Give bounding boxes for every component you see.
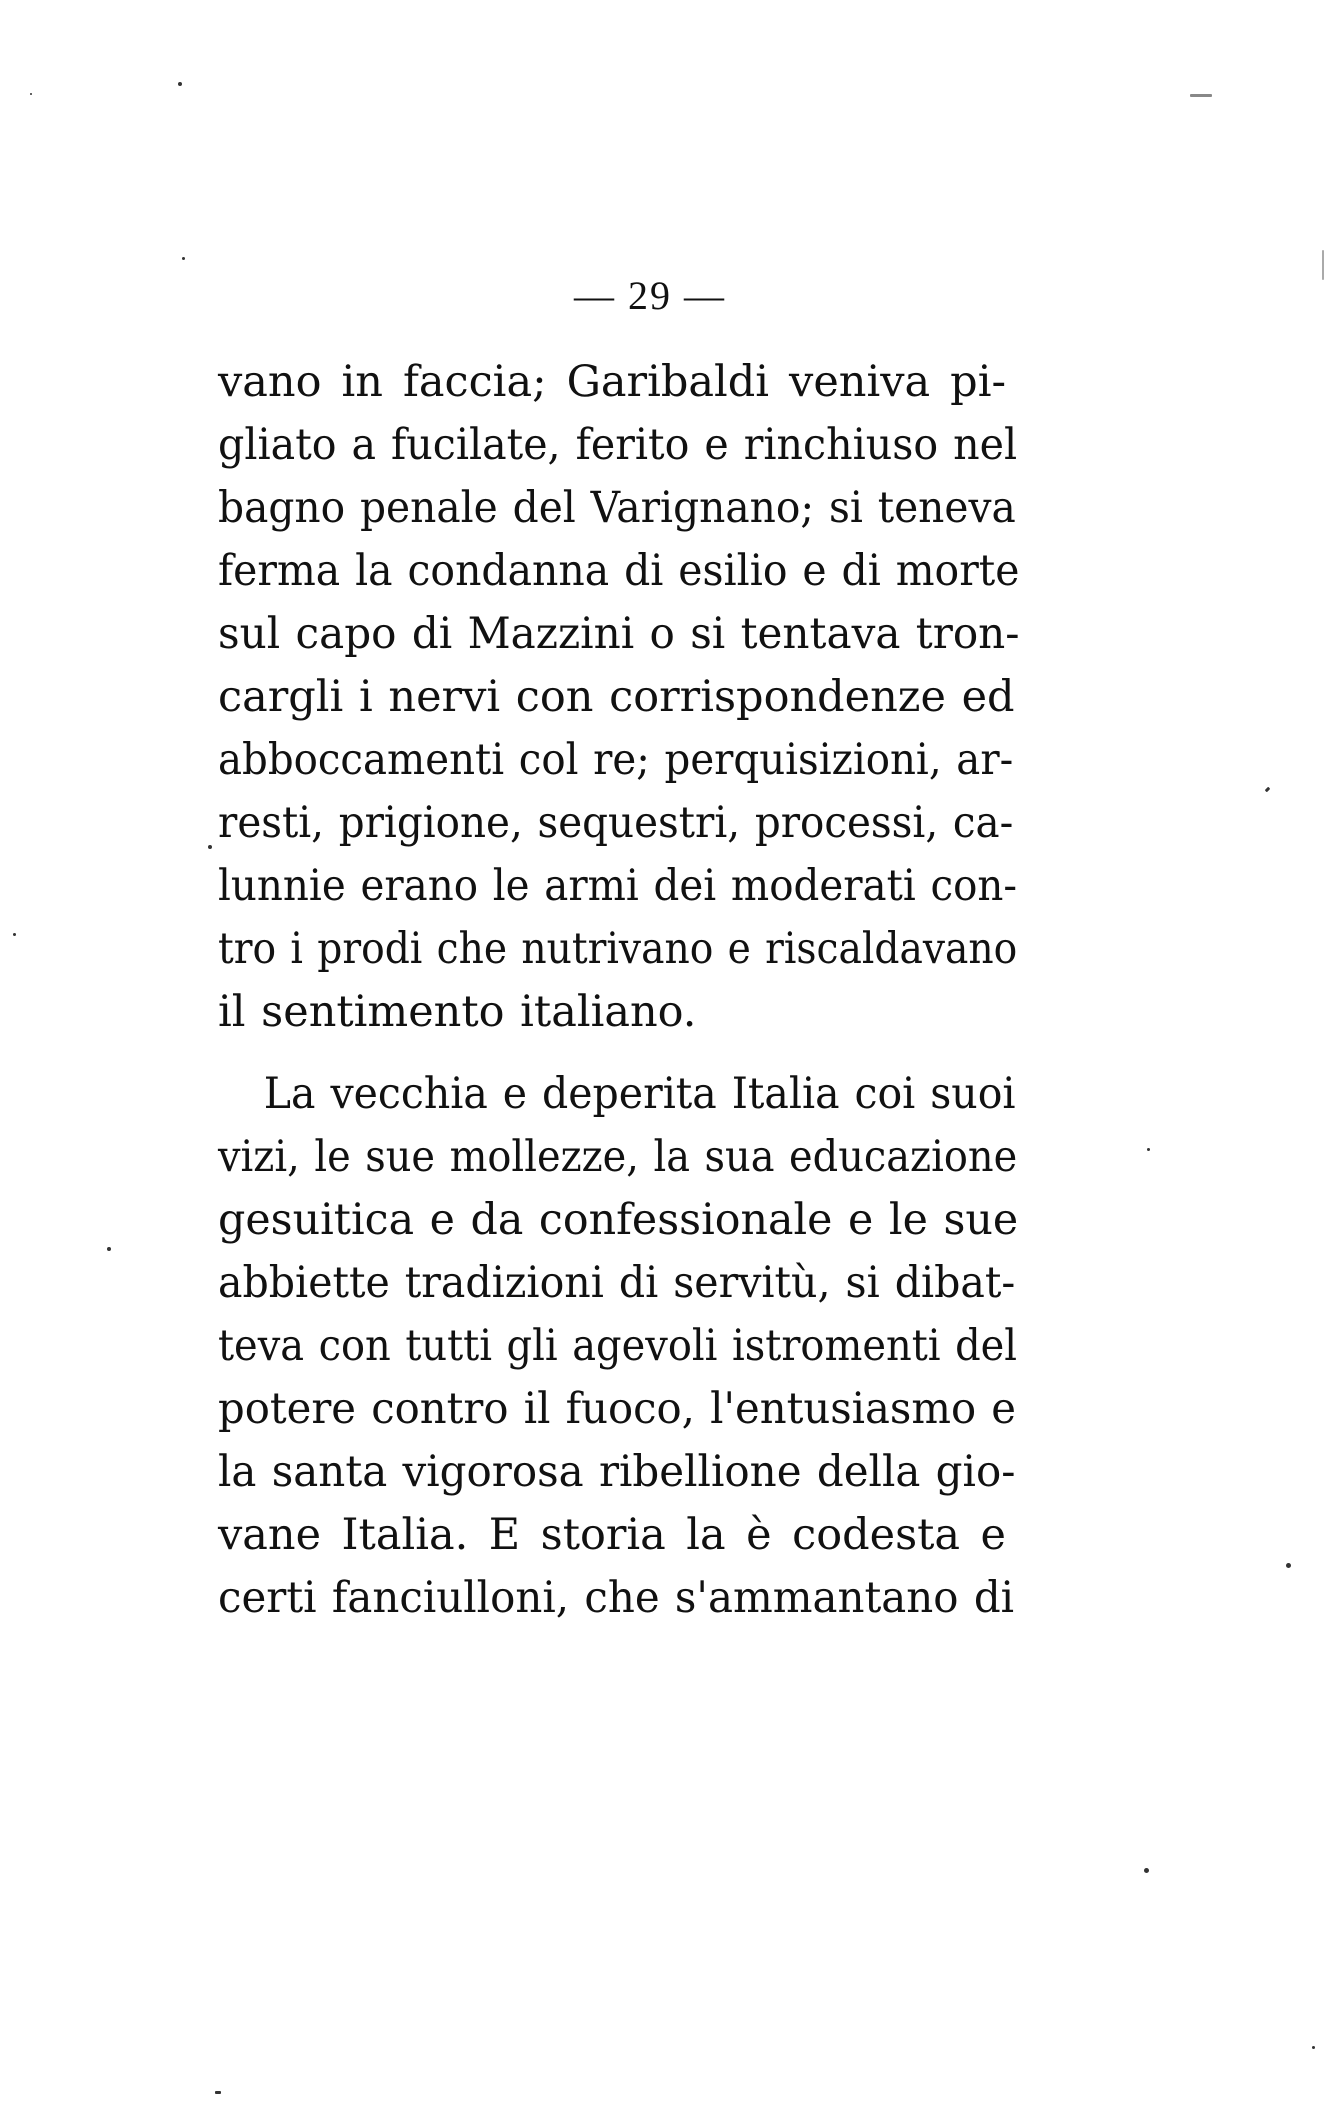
scan-speck [107, 1247, 111, 1251]
page-number-text: — 29 — [574, 273, 726, 318]
text-line: sul capo di Mazzini o si tentava tron- [218, 609, 1020, 659]
text-line: abboccamenti col re; perquisizioni, ar- [218, 735, 1014, 785]
scan-speck [208, 845, 212, 849]
scan-speck [178, 82, 182, 86]
body-text [218, 351, 1020, 1630]
text-line: abbiette tradizioni di servitù, si dibat- [218, 1258, 1016, 1308]
text-line: La vecchia e deperita Italia coi suoi [263, 1069, 1016, 1119]
scan-speck [13, 933, 16, 936]
text-line: la santa vigorosa ribellione della gio- [218, 1447, 1016, 1497]
scan-speck [30, 93, 32, 95]
text-line: vane Italia. E storia la è codesta e [218, 1510, 1006, 1560]
text-line: potere contro il fuoco, l'entusiasmo e [218, 1384, 1017, 1434]
page-number [0, 272, 1344, 319]
text-line: resti, prigione, sequestri, processi, ca- [218, 798, 1014, 848]
text-line: vizi, le sue mollezze, la sua educazione [218, 1132, 1018, 1182]
paragraph-2 [218, 1063, 1019, 1630]
text-line: cargli i nervi con corrispondenze ed [218, 672, 1015, 722]
text-line: vano in faccia; Garibaldi veniva pi- [218, 357, 1006, 407]
scan-speck [1265, 787, 1271, 793]
scan-speck [1312, 2046, 1315, 2049]
text-line: certi fanciulloni, che s'ammantano di [218, 1573, 1015, 1623]
text-line: gesuitica e da confessionale e le sue [218, 1195, 1019, 1245]
scan-speck [1286, 1563, 1291, 1568]
text-line: bagno penale del Varignano; si teneva [218, 483, 1016, 533]
paragraph-1 [218, 351, 1020, 1044]
scan-speck [1144, 1868, 1149, 1873]
scan-speck [1322, 250, 1324, 280]
scan-speck [215, 2091, 221, 2094]
text-line: tro i prodi che nutrivano e riscaldavano [218, 924, 1018, 974]
paragraph-gap [218, 1044, 1006, 1063]
text-line: ferma la condanna di esilio e di morte [218, 546, 1020, 596]
text-line: teva con tutti gli agevoli istromenti del [218, 1321, 1018, 1371]
text-line: il sentimento italiano. [218, 987, 697, 1037]
text-line: lunnie erano le armi dei moderati con- [218, 861, 1018, 911]
text-line: gliato a fucilate, ferito e rinchiuso nel [218, 420, 1018, 470]
scan-speck [1147, 1148, 1150, 1151]
scan-speck [1190, 94, 1212, 97]
scan-speck [182, 257, 185, 260]
